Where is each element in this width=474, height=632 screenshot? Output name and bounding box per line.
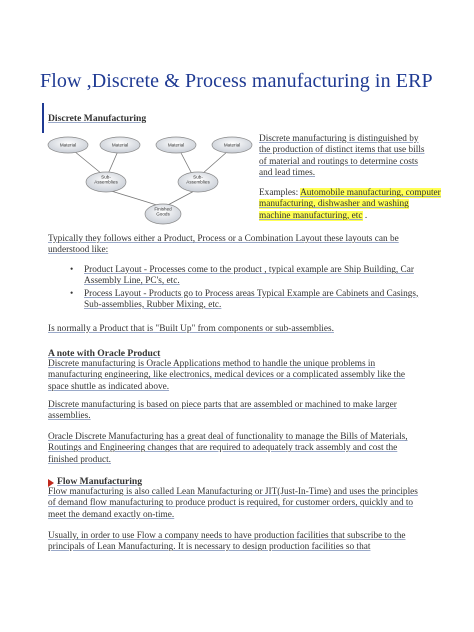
page-title: Flow ,Discrete & Process manufacturing in ERP (40, 70, 433, 92)
layout-bullet-list (70, 265, 424, 312)
diagram-label: Material (167, 142, 185, 148)
oracle-paragraph-1: Discrete manufacturing is Oracle Applications method to handle the unique problems in manufacturing engineering, like electronics, medical devices or a complicated assembly like the space shuttle as indicated above. (48, 359, 406, 392)
discrete-description: Discrete manufacturing is distinguished by the production of distinct items that use bills of material and routings to determine costs and lead times. (259, 134, 425, 178)
diagram-label: Sub-Assemblies (94, 174, 118, 185)
diagram-label: Material (223, 142, 241, 148)
list-item (70, 288, 424, 312)
diagram-label: Material (111, 142, 129, 148)
flow-heading: Flow Manufacturing (57, 476, 143, 487)
oracle-paragraph-3: Oracle Discrete Manufacturing has a great deal of functionality to manage the Bills of Materials, Routings and Engineering changes that are required to adequately track assembly and cost the finished product. (48, 432, 408, 465)
flow-arrow-icon (48, 479, 54, 487)
bullet-text: Process Layout - Products go to Process areas Typical Example are Cabinets and Casings, Sub-assemblies, Rubber Mixing, etc. (84, 288, 419, 310)
oracle-heading: A note with Oracle Product (48, 348, 161, 359)
title-accent-bar (42, 103, 44, 133)
examples-highlight: Automobile manufacturing, computer manufacturing, dishwasher and washing machine manufacturing, etc (259, 188, 441, 221)
examples-end: . (362, 210, 368, 221)
bullet-text: Product Layout - Processes come to the product , typical example are Ship Building, Car Assembly Line, PC's, etc. (84, 265, 414, 287)
examples-paragraph (259, 188, 441, 222)
list-item (70, 265, 424, 288)
bullet-icon: • (70, 288, 74, 299)
discrete-heading: Discrete Manufacturing (48, 113, 147, 124)
diagram-label: Material (59, 142, 77, 148)
layouts-intro: Typically they follows either a Product, Process or a Combination Layout these layouts can be understood like: (48, 234, 399, 256)
bullet-icon: • (70, 265, 74, 275)
examples-label: Examples: (259, 188, 301, 198)
oracle-paragraph-2: Discrete manufacturing is based on piece parts that are assembled or machined to make larger assemblies. (48, 400, 397, 422)
flow-paragraph-1: Flow manufacturing is also called Lean Manufacturing or JIT(Just-In-Time) and uses the principles of demand flow manufacturing to produce product is required, for customer orders, quickly and to meet the demand exactly on-time. (48, 487, 418, 520)
built-up-text: Is normally a Product that is "Built Up" from components or sub-assemblies. (48, 324, 334, 334)
flow-paragraph-2: Usually, in order to use Flow a company needs to have production facilities that subscribe to the principals of Lean Manufacturing. It is necessary to design production facilities so that (48, 531, 406, 553)
diagram-label: Finished Goods (154, 206, 172, 217)
diagram-label: Sub-Assemblies (186, 174, 210, 185)
manufacturing-diagram (46, 130, 258, 226)
